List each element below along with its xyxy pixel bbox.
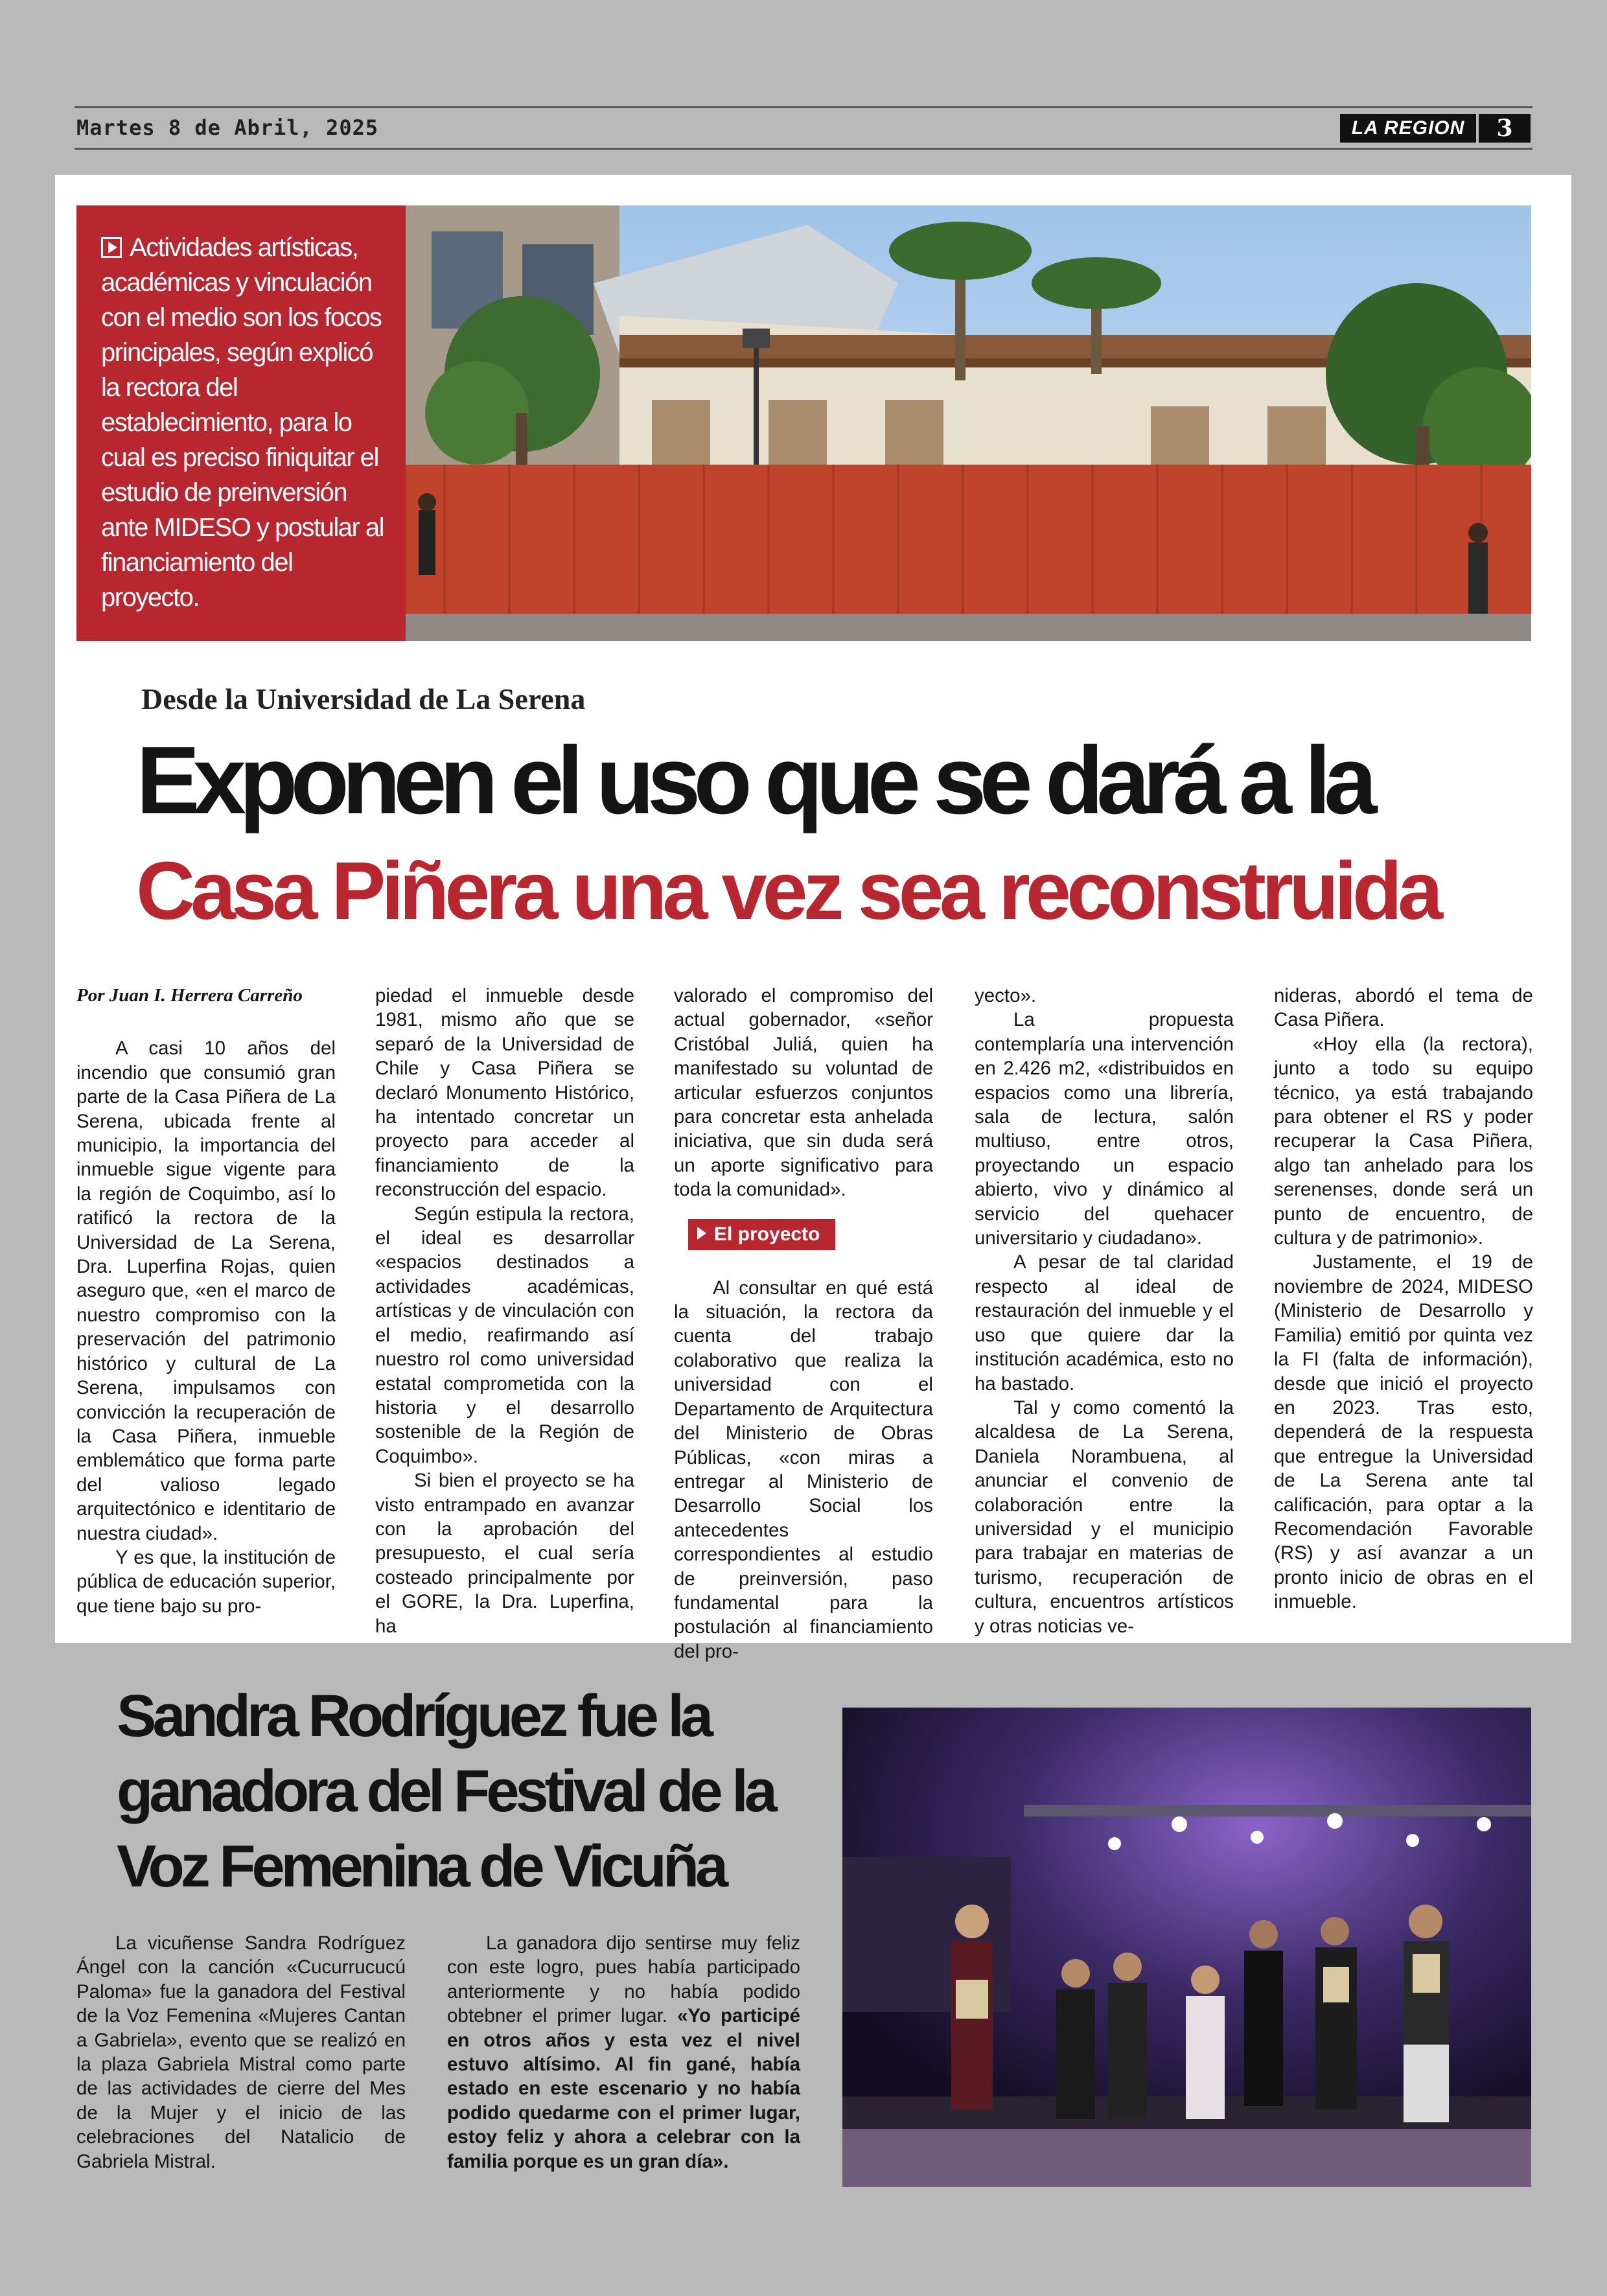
paragraph: Al consultar en qué está la situación, la rectora da cuenta del trabajo colaborativo que realiza la universidad con el Departamento de Arquitectura del Ministerio de Obras Públicas, «con miras a entregar al Ministerio de Desarrollo Social los antecedentes correspondientes al estudio de preinversión, paso fundamental para la postulación al financiamiento del pro- <box>674 1277 933 1662</box>
paragraph: «Hoy ella (la rectora), junto a todo su equipo técnico, ya está trabajando para obtener el RS y poder recuperar la Casa Piñera, algo tan anhelado para los serenenses, donde será un punto de encuentro, de cultura y de patrimonio». <box>1274 1033 1533 1249</box>
festival-headline <box>117 1678 774 1904</box>
festival-stage-illustration <box>842 1708 1531 2187</box>
paragraph: Justamente, el 19 de noviembre de 2024, MIDESO (Ministerio de Desarrollo y Familia) emitió por quinta vez la FI (falta de información), desde que inició el proyecto en 2023. Tras esto, dependerá de la respuesta que entregue la Universidad de La Serena ante tal calificación, para optar a la Recomendación Favorable (RS) y así avanzar a un pronto inicio de obras en el inmueble. <box>1274 1251 1533 1613</box>
page-number: 3 <box>1479 114 1531 143</box>
article-column-5 <box>1274 984 1533 1614</box>
photo-caption-box <box>76 205 406 641</box>
headline-line-1: Exponen el uso que se dará a la <box>136 727 1370 834</box>
paragraph: La propuesta contemplaría una intervención en 2.426 m2, «distribuidos en espacios como una librería, sala de lectura, salón multiuso, entre otros, proyectando un espacio abierto, vivo y dinámico al servicio del quehacer universitario y ciudadano». <box>975 1009 1234 1249</box>
issue-date: Martes 8 de Abril, 2025 <box>76 115 379 140</box>
article-column-1 <box>76 984 336 1618</box>
paragraph <box>447 1931 800 2174</box>
festival-column-2 <box>447 1931 800 2174</box>
paragraph: Y es que, la institución de pública de educación superior, que tiene bajo su pro- <box>76 1546 336 1617</box>
casa-pinera-photo-illustration <box>406 205 1531 641</box>
headline-line-2: Casa Piñera una vez sea reconstruida <box>136 845 1439 936</box>
photo-caption-text: Actividades artísticas, académicas y vinculación con el medio son los focos principales, según explicó la rectora del establecimiento, para lo cual es preciso finiquitar el estudio de preinversión ante MIDESO y postular al financiamiento del proyecto. <box>101 233 384 612</box>
festival-headline-line: Voz Femenina de Vicuña <box>117 1833 725 1899</box>
header-top-rule <box>75 106 1532 108</box>
paragraph: piedad el inmueble desde 1981, mismo año que se separó de la Universidad de Chile y Casa Piñera se declaró Monumento Histórico, ha intentado concretar un proyecto para acceder al financiamiento de la reconstrucción del espacio. <box>375 985 634 1201</box>
paragraph: yecto». <box>975 985 1037 1006</box>
paragraph: A casi 10 años del incendio que consumió gran parte de la Casa Piñera de La Serena, ubicada frente al municipio, la importancia del inmueble sigue vigente para la región de Coquimbo, así lo ratificó la rectora de la Universidad de La Serena, Dra. Luperfina Rojas, quien aseguro que, «en el marco de nuestro compromiso con la preservación del patrimonio histórico y cultural de La Serena, impulsamos con convicción la recuperación de la Casa Piñera, inmueble emblemático que forma parte del valioso legado arquitectónico e identitario de nuestra ciudad». <box>76 1038 336 1544</box>
article-column-3 <box>674 984 933 1664</box>
paragraph: Según estipula la rectora, el ideal es desarrollar «espacios destinados a actividades académicas, artísticas y de vinculación con el medio, reafirmando así nuestro rol como universidad estatal comprometida con la historia y el desarrollo sostenible de la Región de Coquimbo». <box>375 1203 634 1467</box>
paragraph: A pesar de tal claridad respecto al ideal de restauración del inmueble y el uso que quiere dar la institución académica, esto no ha bastado. <box>975 1251 1234 1395</box>
article-column-4 <box>975 984 1234 1638</box>
paragraph: La vicuñense Sandra Rodríguez Ángel con la canción «Cucurrucucú Paloma» fue la ganadora del Festival de la Voz Femenina «Mujeres Cantan a Gabriela», evento que se realizó en la plaza Gabriela Mistral como parte de las actividades de cierre del Mes de la Mujer y el inicio de las celebraciones del Natalicio de Gabriela Mistral. <box>76 1932 406 2172</box>
festival-column-1 <box>76 1931 406 2174</box>
paragraph-plain: La ganadora dijo sentirse muy feliz con este logro, pues había participado anteriormente y no había podido obtebner el primer lugar. <box>447 1932 800 2027</box>
paragraph: Si bien el proyecto se ha visto entrampado en avanzar con la aprobación del presupuesto, el cual sería costeado principalmente por el GORE, la Dra. Luperfina, ha <box>375 1470 634 1637</box>
article-column-2 <box>375 984 634 1638</box>
quote-bold: «Yo participé en otros años y esta vez el nivel estuvo altísimo. Al fin gané, había estado en este escenario y no había podido quedarme con el primer lugar, estoy feliz y ahora a celebrar con la familia porque es un gran día». <box>447 2005 800 2172</box>
paragraph: Tal y como comentó la alcaldesa de La Serena, Daniela Norambuena, al anunciar el convenio de colaboración entre la universidad y el municipio para trabajar en materias de turismo, recuperación de cultura, encuentros artísticos y otras noticias ve- <box>975 1397 1234 1637</box>
article-kicker: Desde la Universidad de La Serena <box>141 682 586 715</box>
festival-stage-photo <box>842 1708 1531 2187</box>
header-bottom-rule <box>75 148 1532 150</box>
section-tag-label: El proyecto <box>714 1223 820 1245</box>
paragraph: valorado el compromiso del actual gobernador, «señor Cristóbal Juliá, quien ha manifestado su voluntad de articular esfuerzos conjuntos para concretar esta anhelada iniciativa, que sin duda será un aporte significativo para toda la comunidad». <box>674 985 933 1201</box>
newspaper-logo: LA REGION <box>1340 114 1476 143</box>
play-square-icon <box>101 237 122 258</box>
festival-headline-line: ganadora del Festival de la <box>117 1758 774 1824</box>
section-tag-el-proyecto <box>688 1219 835 1250</box>
byline: Por Juan I. Herrera Carreño <box>76 985 303 1006</box>
paragraph: nideras, abordó el tema de Casa Piñera. <box>1274 985 1533 1031</box>
festival-headline-line: Sandra Rodríguez fue la <box>117 1683 710 1749</box>
casa-pinera-photo <box>406 205 1531 641</box>
triangle-right-icon <box>697 1227 706 1240</box>
